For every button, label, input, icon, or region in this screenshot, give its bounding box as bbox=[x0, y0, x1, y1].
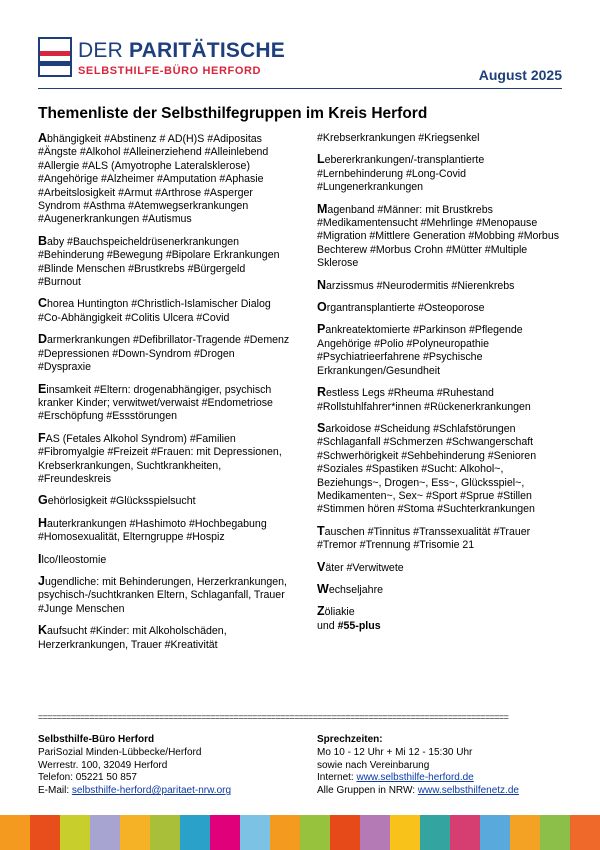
topic-initial: E bbox=[38, 381, 47, 396]
logo-brand-name: DER PARITÄTISCHE bbox=[78, 39, 285, 62]
color-strip-segment bbox=[390, 815, 420, 850]
color-strip-segment bbox=[240, 815, 270, 850]
topic-entry bbox=[38, 432, 290, 487]
topic-text: auschen #Tinnitus #Transsexualität #Trauer #Tremor #Trennung #Trisomie 21 bbox=[317, 525, 531, 552]
topic-initial: C bbox=[38, 296, 48, 311]
topic-initial: R bbox=[317, 385, 327, 400]
topic-text: aufsucht #Kinder: mit Alkoholschäden, Herzerkrankungen, Trauer #Kreativität bbox=[38, 625, 227, 651]
topic-entry bbox=[38, 333, 290, 374]
topic-initial: N bbox=[317, 277, 327, 292]
color-strip-segment bbox=[150, 815, 180, 850]
topic-text: äter #Verwitwete bbox=[325, 561, 404, 574]
topic-entry bbox=[38, 383, 290, 424]
topic-entry bbox=[38, 624, 290, 652]
topic-entry bbox=[38, 297, 290, 325]
topic-text: estless Legs #Rheuma #Ruhestand #Rollstuhlfahrer*innen #Rückenerkrankungen bbox=[317, 387, 531, 413]
topic-entry bbox=[317, 525, 563, 553]
topic-entry bbox=[38, 235, 290, 290]
topic-entry bbox=[317, 605, 563, 633]
topic-text: bhängigkeit #Abstinenz # AD(H)S #Adipositas #Ängste #Alkohol #Alleinerziehend #Alleinlebend #Allergie #ALS (Amyotrophe Lateralsklerose) #Angehörige #Alzheimer #Amputation #Aphasie #Arbeitslosigkeit #Armut #Arthrose #Asperger Syndrom #Asthma #Atemwegserkrankungen #Augenerkrankungen #Autismus bbox=[38, 133, 269, 226]
hours-block bbox=[317, 734, 567, 798]
header-divider bbox=[38, 88, 562, 89]
topic-text: horea Huntington #Christlich-Islamischer Dialog #Co-Abhängigkeit #Colitis Ulcera #Covid bbox=[38, 298, 271, 324]
hours-times: Mo 10 - 12 Uhr + Mi 12 - 15:30 Uhr bbox=[317, 746, 473, 758]
topic-initial: Z bbox=[317, 604, 325, 619]
color-strip-segment bbox=[270, 815, 300, 850]
topic-list-left bbox=[38, 132, 290, 660]
topic-text: armerkrankungen #Defibrillator-Tragende #Demenz #Depressionen #Down-Syndrom #Drogen #Dyspraxie bbox=[38, 334, 290, 374]
topic-entry bbox=[317, 301, 563, 315]
office-address: Werrestr. 100, 32049 Herford bbox=[38, 759, 168, 771]
nrw-groups-row bbox=[317, 785, 567, 798]
logo-subtitle: SELBSTHILFE-BÜRO HERFORD bbox=[78, 65, 262, 77]
topic-initial: H bbox=[38, 515, 48, 530]
topic-text: auterkrankungen #Hashimoto #Hochbegabung #Homosexualität, Elterngruppe #Hospiz bbox=[38, 517, 267, 544]
topic-initial: M bbox=[317, 201, 328, 216]
color-strip-segment bbox=[510, 815, 540, 850]
topic-initial: B bbox=[38, 233, 48, 248]
contact-block bbox=[38, 734, 308, 798]
topic-text: arzissmus #Neurodermitis #Nierenkrebs bbox=[326, 279, 515, 292]
topic-initial: D bbox=[38, 332, 48, 347]
topic-entry bbox=[317, 279, 563, 293]
topic-text: #Krebserkrankungen #Kriegsenkel bbox=[317, 132, 480, 144]
topic-text: rgantransplantierte #Osteoporose bbox=[326, 302, 485, 315]
page-title: Themenliste der Selbsthilfegruppen im Kreis Herford bbox=[38, 105, 428, 122]
topic-entry bbox=[317, 422, 563, 517]
email-label: E-Mail: bbox=[38, 785, 72, 797]
topic-initial: J bbox=[38, 573, 45, 588]
office-email-row bbox=[38, 785, 308, 798]
topic-text: ugendliche: mit Behinderungen, Herzerkrankungen, psychisch-/suchtkranken Eltern, Schlaganfall, Trauer #Junge Menschen bbox=[38, 575, 287, 615]
color-strip-segment bbox=[120, 815, 150, 850]
topic-initial: I bbox=[38, 551, 42, 566]
topic-initial: V bbox=[317, 559, 326, 574]
topic-text: agenband #Männer: mit Brustkrebs #Medikamentensucht #Mehrlinge #Menopause #Migration #Mittlere Generation #Mobbing #Morbus Bechterew #Morbus Crohn #Mütter #Multiple Sklerose bbox=[317, 203, 560, 270]
topic-initial: K bbox=[38, 623, 48, 638]
color-strip-segment bbox=[360, 815, 390, 850]
footer-separator: ===================================================================================================== bbox=[38, 712, 509, 722]
topic-text: aby #Bauchspeicheldrüsenerkrankungen #Behinderung #Bewegung #Bipolare Erkrankungen #Blinde Menschen #Brustkrebs #Bürgergeld #Burnout bbox=[38, 235, 280, 289]
internet-label: Internet: bbox=[317, 772, 357, 784]
topic-text: insamkeit #Eltern: drogenabhängiger, psychisch kranker Kinder; verwitwet/verwaist #Endometriose #Erschöpfung #Essstörungen bbox=[38, 383, 273, 423]
color-strip-segment bbox=[210, 815, 240, 850]
office-org: PariSozial Minden-Lübbecke/Herford bbox=[38, 746, 202, 758]
topic-entry bbox=[317, 583, 563, 597]
topic-entry bbox=[317, 561, 563, 575]
topic-initial: O bbox=[317, 300, 327, 315]
color-strip-segment bbox=[450, 815, 480, 850]
email-link[interactable]: selbsthilfe-herford@paritaet-nrw.org bbox=[71, 785, 232, 797]
office-name: Selbsthilfe-Büro Herford bbox=[38, 734, 155, 745]
color-strip-segment bbox=[60, 815, 90, 850]
color-strip-segment bbox=[540, 815, 570, 850]
topic-initial: W bbox=[317, 581, 329, 596]
topic-initial: S bbox=[317, 420, 326, 435]
color-strip-segment bbox=[30, 815, 60, 850]
topic-entry bbox=[38, 132, 290, 227]
topic-initial: P bbox=[317, 322, 326, 337]
website-link[interactable]: www.selbsthilfe-herford.de bbox=[356, 772, 474, 784]
topic-entry bbox=[38, 575, 290, 616]
topic-entry bbox=[317, 386, 563, 414]
topic-initial: A bbox=[38, 131, 48, 145]
topic-text: ebererkrankungen/-transplantierte #Lernbehinderung #Long-Covid #Lungenerkrankungen bbox=[317, 154, 485, 194]
topic-initial: G bbox=[38, 493, 48, 508]
topic-initial: F bbox=[38, 430, 46, 445]
color-strip-segment bbox=[300, 815, 330, 850]
hours-title: Sprechzeiten: bbox=[317, 734, 383, 745]
topic-text: AS (Fetales Alkohol Syndrom) #Familien #Fibromyalgie #Freizeit #Frauen: mit Depressionen, Krebserkrankungen, Suchtkrankheiten, #Freundeskreis bbox=[38, 432, 282, 485]
color-strip-segment bbox=[180, 815, 210, 850]
topic-entry bbox=[317, 203, 563, 271]
topic-text-bold: #55-plus bbox=[337, 619, 381, 632]
color-strip-segment bbox=[420, 815, 450, 850]
topic-text: echseljahre bbox=[328, 583, 383, 596]
issue-date: August 2025 bbox=[478, 67, 562, 83]
hours-note: sowie nach Vereinbarung bbox=[317, 759, 430, 771]
topic-entry bbox=[38, 517, 290, 545]
logo-emblem-icon bbox=[38, 37, 72, 77]
color-strip-segment bbox=[0, 815, 30, 850]
nrw-groups-link[interactable]: www.selbsthilfenetz.de bbox=[417, 785, 519, 797]
color-strip bbox=[0, 815, 600, 850]
office-phone: Telefon: 05221 50 857 bbox=[38, 772, 137, 784]
topic-text: arkoidose #Scheidung #Schlafstörungen #Schlaganfall #Schmerzen #Schwangerschaft #Schwerhörigkeit #Sehbehinderung #Senioren #Soziales #Spastiken #Sucht: Alkohol~, Beziehungs~, Drogen~, Ess~, Glücksspiel~, Medikamenten~, Sex~ #Sport #Sprue #Stillen #Stimmen hören #Stoma #Suchterkrankungen bbox=[317, 422, 537, 516]
topic-entry bbox=[38, 553, 290, 567]
color-strip-segment bbox=[330, 815, 360, 850]
topic-entry bbox=[317, 132, 563, 145]
topic-text: ankreatektomierte #Parkinson #Pflegende Angehörige #Polio #Polyneuropathie #Psychiatrieerfahrene #Psychische Erkrankungen/Gesundheit bbox=[317, 324, 523, 377]
topic-text: und bbox=[317, 619, 338, 632]
topic-initial: T bbox=[317, 523, 325, 538]
topic-entry bbox=[317, 153, 563, 194]
color-strip-segment bbox=[90, 815, 120, 850]
topic-list-right bbox=[317, 132, 563, 641]
color-strip-segment bbox=[480, 815, 510, 850]
topic-entry bbox=[38, 494, 290, 508]
internet-row bbox=[317, 772, 567, 785]
topic-text: lco/Ileostomie bbox=[41, 553, 107, 566]
topic-text: ehörlosigkeit #Glücksspielsucht bbox=[47, 495, 196, 508]
color-strip-segment bbox=[570, 815, 600, 850]
topic-initial: L bbox=[317, 152, 325, 167]
topic-text: öliakie bbox=[324, 606, 355, 619]
nrw-groups-label: Alle Gruppen in NRW: bbox=[317, 785, 418, 797]
paritaetische-logo bbox=[38, 37, 285, 81]
topic-entry bbox=[317, 323, 563, 378]
